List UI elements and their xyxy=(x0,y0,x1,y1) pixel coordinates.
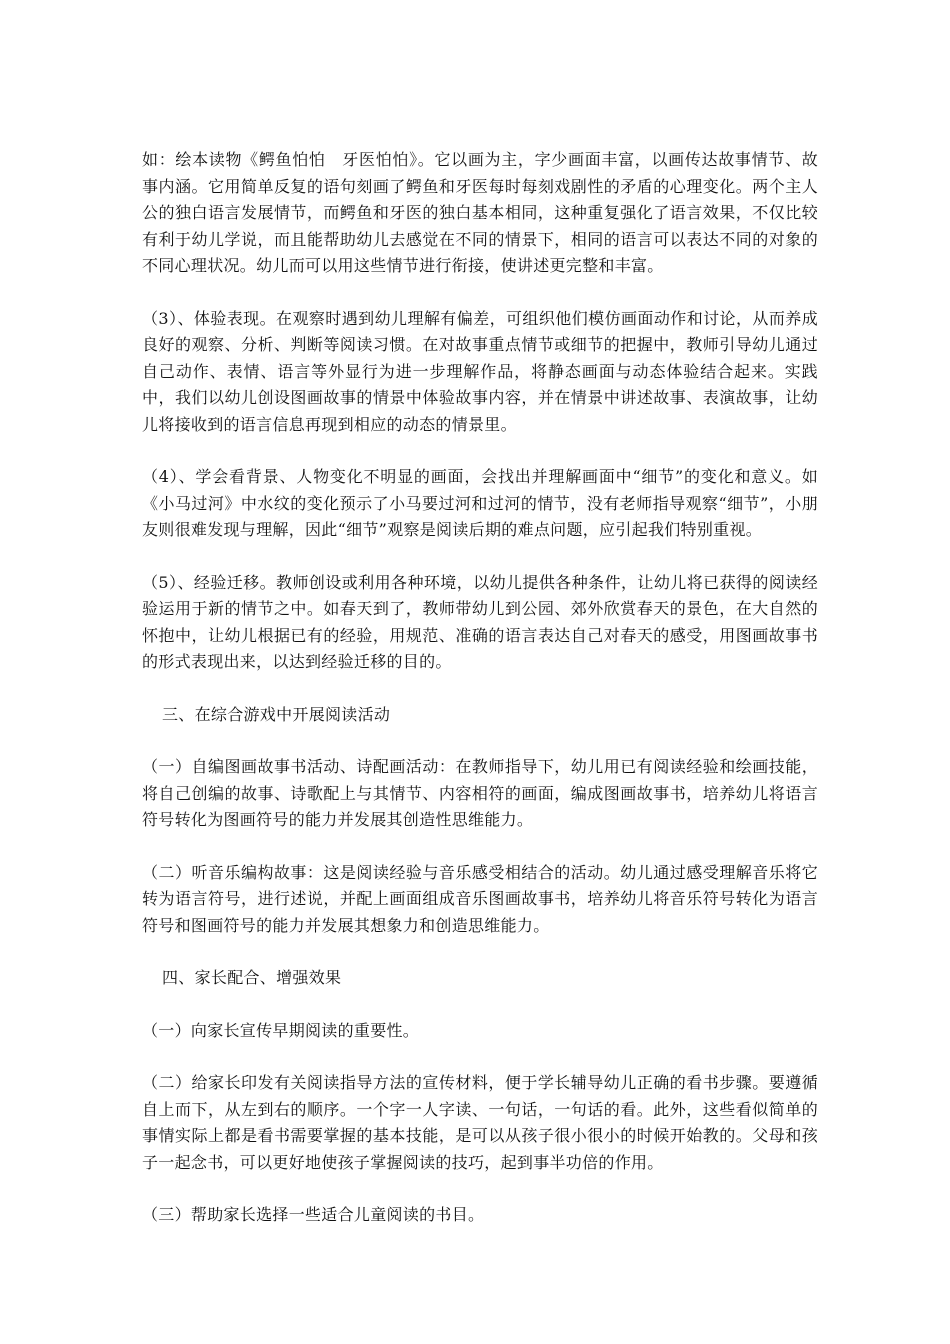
parent-item-3: （三）帮助家长选择一些适合儿童阅读的书目。 xyxy=(142,1205,485,1224)
spacer xyxy=(142,992,818,1018)
spacer xyxy=(142,939,818,965)
spacer xyxy=(142,544,818,570)
spacer xyxy=(142,280,818,306)
spacer xyxy=(142,728,818,754)
paragraph-music-story: （二）听音乐编构故事：这是阅读经验与音乐感受相结合的活动。幼儿通过感受理解音乐将它转为语言符号，进行述说，并配上画面组成音乐图画故事书，培养幼儿将音乐符号转化为语言符号和图画符号的能力并发展其想象力和创造思维能力。 xyxy=(142,862,818,935)
section-heading-3: 三、在综合游戏中开展阅读活动 xyxy=(162,704,391,724)
spacer xyxy=(142,438,818,464)
section-heading-4: 四、家长配合、增强效果 xyxy=(162,968,342,987)
spacer xyxy=(142,1044,818,1070)
spacer xyxy=(142,676,818,702)
paragraph-details: （4）、学会看背景、人物变化不明显的画面，会找出并理解画面中“细节”的变化和意义。如《小马过河》中水纹的变化预示了小马要过河和过河的情节，没有老师指导观察“细节”，小朋友则很难发现与理解，因此“细节”观察是阅读后期的难点问题，应引起我们特别重视。 xyxy=(142,467,818,539)
paragraph-crocodile-example: 如：绘本读物《鳄鱼怕怕 牙医怕怕》。它以画为主，字少画面丰富，以画传达故事情节、故事内涵。它用简单反复的语句刻画了鳄鱼和牙医每时每刻戏剧性的矛盾的心理变化。两个主人公的独白语言发展情节，而鳄鱼和牙医的独白基本相同，这种重复强化了语言效果，不仅比较有利于幼儿学说，而且能帮助幼儿去感觉在不同的情景下，相同的语言可以表达不同的对象的不同心理状况。幼儿而可以用这些情节进行衔接，使讲述更完整和丰富。 xyxy=(142,150,818,275)
paragraph-experience-expression: （3）、体验表现。在观察时遇到幼儿理解有偏差，可组织他们模仿画面动作和讨论，从而养成良好的观察、分析、判断等阅读习惯。在对故事重点情节或细节的把握中，教师引导幼儿通过自己动作、表情、语言等外显行为进一步理解作品，将静态画面与动态体验结合起来。实践中，我们以幼儿创设图画故事的情景中体验故事内容，并在情景中讲述故事、表演故事，让幼儿将接收到的语言信息再现到相应的动态的情景里。 xyxy=(142,308,818,434)
paragraph-picture-book-activity: （一）自编图画故事书活动、诗配画活动：在教师指导下，幼儿用已有阅读经验和绘画技能，将自己创编的故事、诗歌配上与其情节、内容相符的画面，编成图画故事书，培养幼儿将语言符号转化为图画符号的能力并发展其创造性思维能力。 xyxy=(142,757,818,829)
parent-item-2: （二）给家长印发有关阅读指导方法的宣传材料，便于学长辅导幼儿正确的看书步骤。要遵循自上而下，从左到右的顺序。一个字一人字读、一句话，一句话的看。此外，这些看似简单的事情实际上都是看书需要掌握的基本技能，是可以从孩子很小很小的时候开始教的。父母和孩子一起念书，可以更好地使孩子掌握阅读的技巧，起到事半功倍的作用。 xyxy=(142,1073,818,1172)
spacer xyxy=(142,1176,818,1202)
document-body xyxy=(142,147,818,1229)
parent-item-1: （一）向家长宣传早期阅读的重要性。 xyxy=(142,1020,420,1040)
spacer xyxy=(142,834,818,860)
paragraph-experience-transfer: （5）、经验迁移。教师创设或利用各种环境，以幼儿提供各种条件，让幼儿将已获得的阅读经验运用于新的情节之中。如春天到了，教师带幼儿到公园、郊外欣赏春天的景色，在大自然的怀抱中，让幼儿根据已有的经验，用规范、准确的语言表达自己对春天的感受，用图画故事书的形式表现出来，以达到经验迁移的目的。 xyxy=(142,572,818,671)
